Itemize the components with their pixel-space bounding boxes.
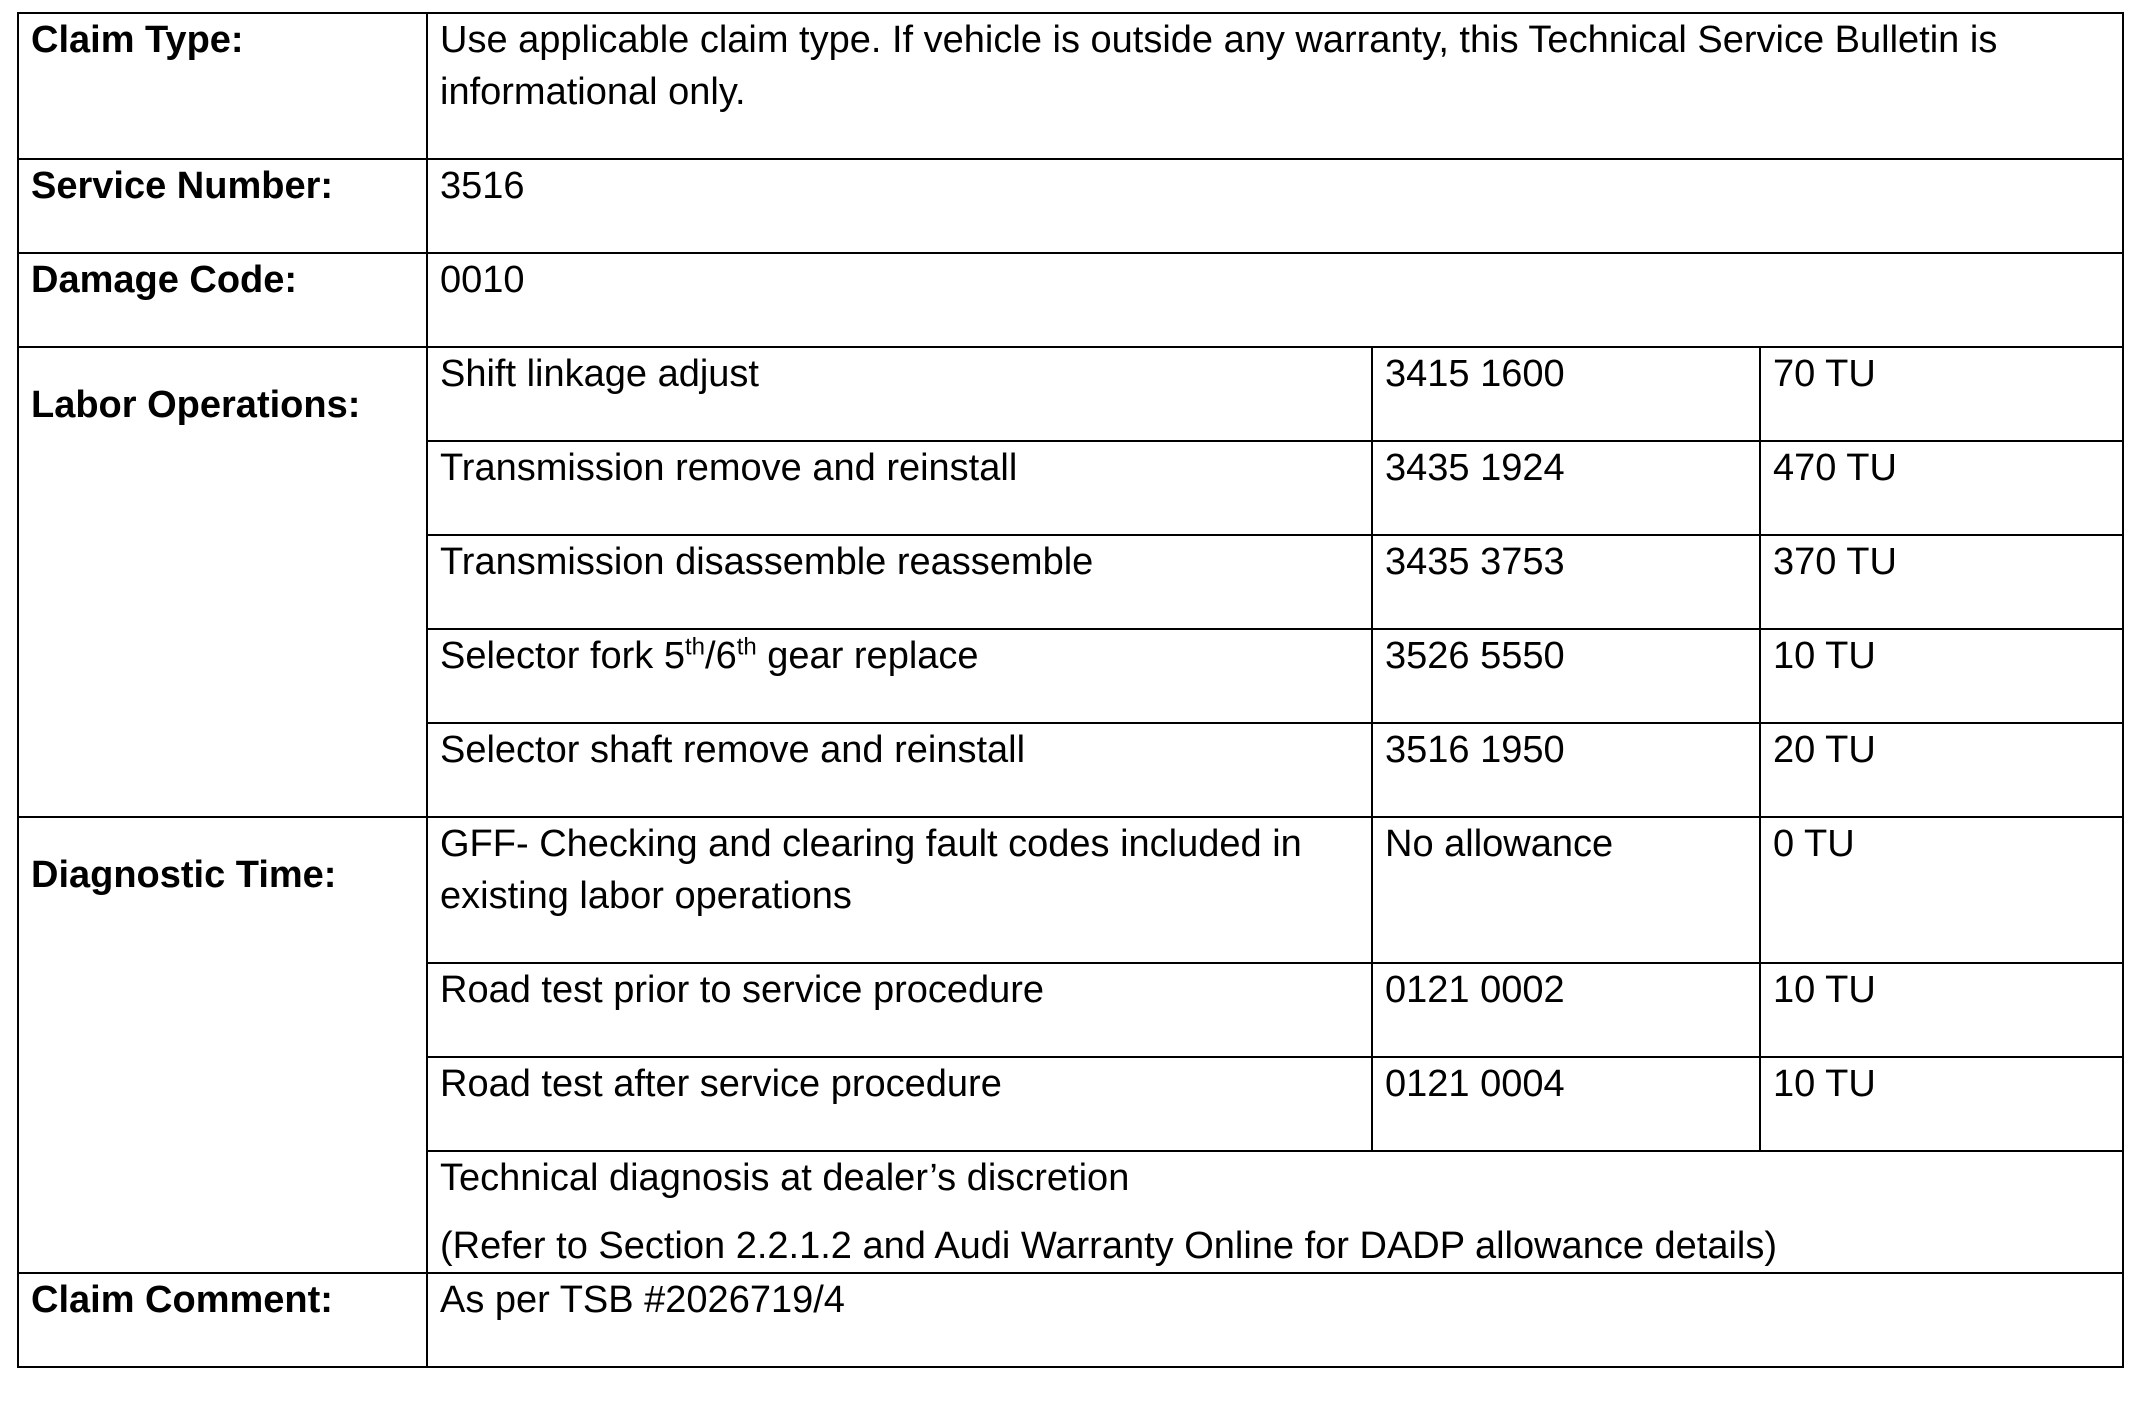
labor-operation-code: 3526 5550 [1372,629,1760,723]
labor-operation-time: 10 TU [1760,629,2123,723]
labor-operation-description: Transmission remove and reinstall [427,441,1372,535]
diagnostic-time: 10 TU [1760,963,2123,1057]
labor-operation-row [18,347,2123,441]
labor-operation-code: 3415 1600 [1372,347,1760,441]
labor-operations-label: Labor Operations: [18,347,427,817]
labor-operation-time: 470 TU [1760,441,2123,535]
claim-comment-value: As per TSB #2026719/4 [427,1273,2123,1367]
labor-operation-description: Transmission disassemble reassemble [427,535,1372,629]
labor-operation-description: Shift linkage adjust [427,347,1372,441]
description-text: Selector fork 5 [440,635,685,677]
service-number-label: Service Number: [18,159,427,253]
claim-type-row [18,13,2123,159]
diagnostic-time: 10 TU [1760,1057,2123,1151]
technical-diagnosis-note [427,1151,2123,1273]
claim-comment-row [18,1273,2123,1367]
diagnostic-code: 0121 0002 [1372,963,1760,1057]
labor-operation-code: 3516 1950 [1372,723,1760,817]
diagnostic-time: 0 TU [1760,817,2123,963]
diagnostic-row [18,817,2123,963]
labor-operation-description [427,629,1372,723]
description-text: /6 [705,635,737,677]
description-text: gear replace [756,635,979,677]
labor-operation-time: 370 TU [1760,535,2123,629]
service-number-row [18,159,2123,253]
diagnostic-time-label: Diagnostic Time: [18,817,427,1273]
ordinal-suffix: th [685,633,706,661]
technical-diagnosis-line: Technical diagnosis at dealer’s discretion [440,1157,1130,1199]
claim-table [17,12,2124,1368]
diagnostic-code: No allowance [1372,817,1760,963]
claim-comment-label: Claim Comment: [18,1273,427,1367]
damage-code-value: 0010 [427,253,2123,347]
damage-code-label: Damage Code: [18,253,427,347]
diagnostic-description: Road test after service procedure [427,1057,1372,1151]
claim-type-value: Use applicable claim type. If vehicle is outside any warranty, this Technical Service Bulletin is informational only. [427,13,2123,159]
labor-operation-time: 20 TU [1760,723,2123,817]
ordinal-suffix: th [736,633,757,661]
diagnostic-code: 0121 0004 [1372,1057,1760,1151]
technical-diagnosis-reference: (Refer to Section 2.2.1.2 and Audi Warranty Online for DADP allowance details) [440,1225,1778,1267]
labor-operation-code: 3435 3753 [1372,535,1760,629]
diagnostic-description: GFF- Checking and clearing fault codes included in existing labor operations [427,817,1372,963]
labor-operation-description: Selector shaft remove and reinstall [427,723,1372,817]
diagnostic-description: Road test prior to service procedure [427,963,1372,1057]
claim-type-label: Claim Type: [18,13,427,159]
service-number-value: 3516 [427,159,2123,253]
damage-code-row [18,253,2123,347]
labor-operation-time: 70 TU [1760,347,2123,441]
labor-operation-code: 3435 1924 [1372,441,1760,535]
